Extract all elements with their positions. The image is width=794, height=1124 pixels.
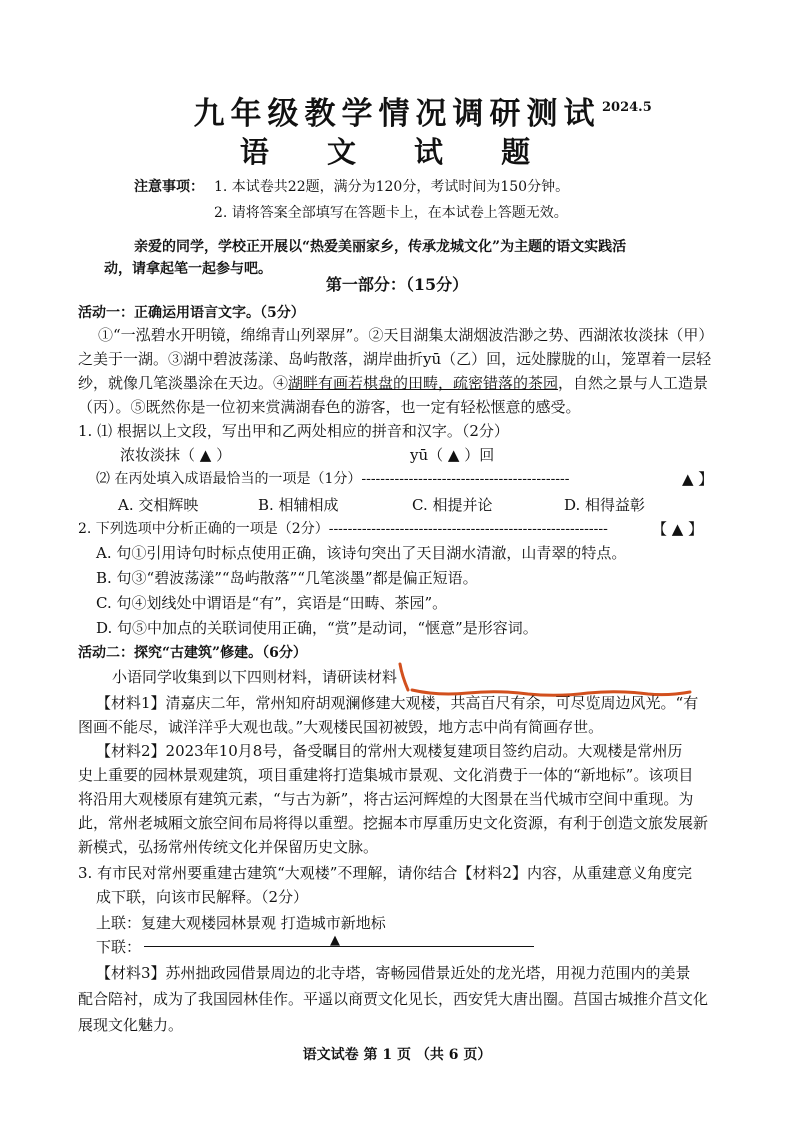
intro-line-2: 动，请拿起笔一起参与吧。: [104, 261, 272, 277]
q2-option-a: A. 句①引用诗句时标点使用正确，该诗句突出了天目湖水清澈，山青翠的特点。: [96, 544, 627, 562]
q2-option-d: D. 句⑤中加点的关联词使用正确，“赏”是动词，“惬意”是形容词。: [96, 619, 538, 637]
notes-item-1: 1. 本试卷共22题，满分为120分，考试时间为150分钟。: [214, 179, 570, 195]
material2-line-5: 新模式，弘扬常州传统文化并保留历史文脉。: [78, 838, 379, 856]
underlined-phrase: 湖畔有画若棋盘的田畴，疏密错落的茶园: [288, 374, 559, 392]
q3-upper-couplet: 上联：复建大观楼园林景观 打造城市新地标: [96, 914, 386, 932]
exam-subject: 语 文 试 题: [239, 135, 555, 169]
activity1-para-line-1: ①“一泓碧水开明镜，绵绵青山列翠屏”。②天目湖集太湖烟波浩渺之势、西湖浓妆淡抹（甲）: [98, 326, 714, 344]
material3-line-3: 展现文化魅力。: [78, 1016, 184, 1034]
material1-line-2: 图画不能尽，诚洋洋乎大观也哉。”大观楼民国初被毁，地方志中尚有简画存世。: [78, 718, 604, 736]
notes-label: 注意事项：: [134, 179, 204, 195]
activity1-para-line-3a: 纱，就像几笔淡墨涂在天边。④: [78, 374, 289, 392]
activity1-title: 活动一：正确运用语言文字。（5分）: [78, 305, 305, 321]
material1-line-1: 【材料1】清嘉庆二年，常州知府胡观澜修建大观楼，共高百尺有余，可尽览周边风光。“有: [96, 694, 699, 712]
exam-date: 2024.5: [602, 100, 652, 115]
q2-answer-bracket: 【 ▲ 】: [652, 520, 704, 538]
material2-line-1: 【材料2】2023年10月8号，备受瞩目的常州大观楼复建项目签约启动。大观楼是常州历: [96, 742, 683, 760]
activity1-para-line-4: （丙）。⑤既然你是一位初来赏满湖春色的游客，也一定有轻松惬意的感受。: [78, 398, 581, 416]
q3-answer-mark: ▲: [330, 933, 340, 948]
material3-line-1: 【材料3】苏州拙政园借景周边的北寺塔，寄畅园借景近处的龙光塔，用视力范围内的美景: [96, 964, 691, 982]
q1-option-c: C. 相提并论: [412, 496, 493, 514]
q3-stem-2: 成下联，向该市民解释。（2分）: [96, 888, 309, 906]
q1-option-a: A. 交相辉映: [118, 496, 199, 514]
material2-line-3: 将沿用大观楼原有建筑元素，“与古为新”，将古运河辉煌的大图景在当代城市空间中重现。为: [78, 790, 694, 808]
q3-stem-1: 3. 有市民对常州要重建古建筑“大观楼”不理解，请你结合【材料2】内容，从重建意义角度完: [78, 864, 692, 882]
activity1-para-line-3: [78, 370, 708, 396]
q1-answer-bracket: ▲ 】: [682, 470, 714, 488]
material2-line-2: 史上重要的园林景观建筑，项目重建将打造集城市景观、文化消费于一体的“新地标”。该项目: [78, 766, 694, 784]
exam-title: 九年级教学情况调研测试: [193, 96, 601, 132]
intro-line-1: 亲爱的同学，学校正开展以“热爱美丽家乡，传承龙城文化”为主题的语文实践活: [134, 239, 627, 255]
q1-stem-1: 1. ⑴ 根据以上文段，写出甲和乙两处相应的拼音和汉字。（2分）: [78, 422, 509, 440]
page-footer: 语文试卷 第 1 页 （共 6 页）: [302, 1047, 492, 1063]
q1-option-d: D. 相得益彰: [564, 496, 646, 514]
material3-line-2: 配合陪衬，成为了我国园林佳作。平遥以商贾文化见长，西安凭大唐出圈。莒国古城推介莒文化: [78, 990, 709, 1008]
q1-blank-b: yū（ ▲ ）回: [410, 446, 495, 464]
activity1-para-line-2: 之美于一湖。③湖中碧波荡漾、岛屿散落，湖岸曲折yū（乙）回，远处朦胧的山，笼罩着一层轻: [78, 350, 712, 368]
q2-option-b: B. 句③“碧波荡漾”“岛屿散落”“几笔淡墨”都是偏正短语。: [96, 569, 478, 587]
q1-blank-a: 浓妆淡抹（ ▲ ）: [120, 446, 232, 464]
notes-item-2: 2. 请将答案全部填写在答题卡上，在本试卷上答题无效。: [214, 205, 568, 221]
q3-lower-label: 下联：: [96, 938, 142, 956]
activity2-title: 活动二：探究“古建筑”修建。（6分）: [78, 645, 307, 661]
activity2-lead: 小语同学收集到以下四则材料，请研读材料: [112, 668, 398, 686]
activity1-para-line-3b: ，自然之景与人工造景: [558, 374, 709, 392]
q2-stem: 2. 下列选项中分析正确的一项是（2分）-----------------------------------------------------------: [78, 521, 608, 537]
q1-option-b: B. 相辅相成: [258, 496, 339, 514]
part1-title: 第一部分：（15分）: [325, 275, 469, 294]
q1-stem-2: ⑵ 在丙处填入成语最恰当的一项是（1分）--------------------------------------------: [96, 471, 570, 487]
q2-option-c: C. 句④划线处中谓语是“有”，宾语是“田畴、茶园”。: [96, 594, 448, 612]
material2-line-4: 此，常州老城厢文旅空间布局将得以重塑。挖掘本市厚重历史文化资源，有利于创造文旅发展新: [78, 814, 709, 832]
